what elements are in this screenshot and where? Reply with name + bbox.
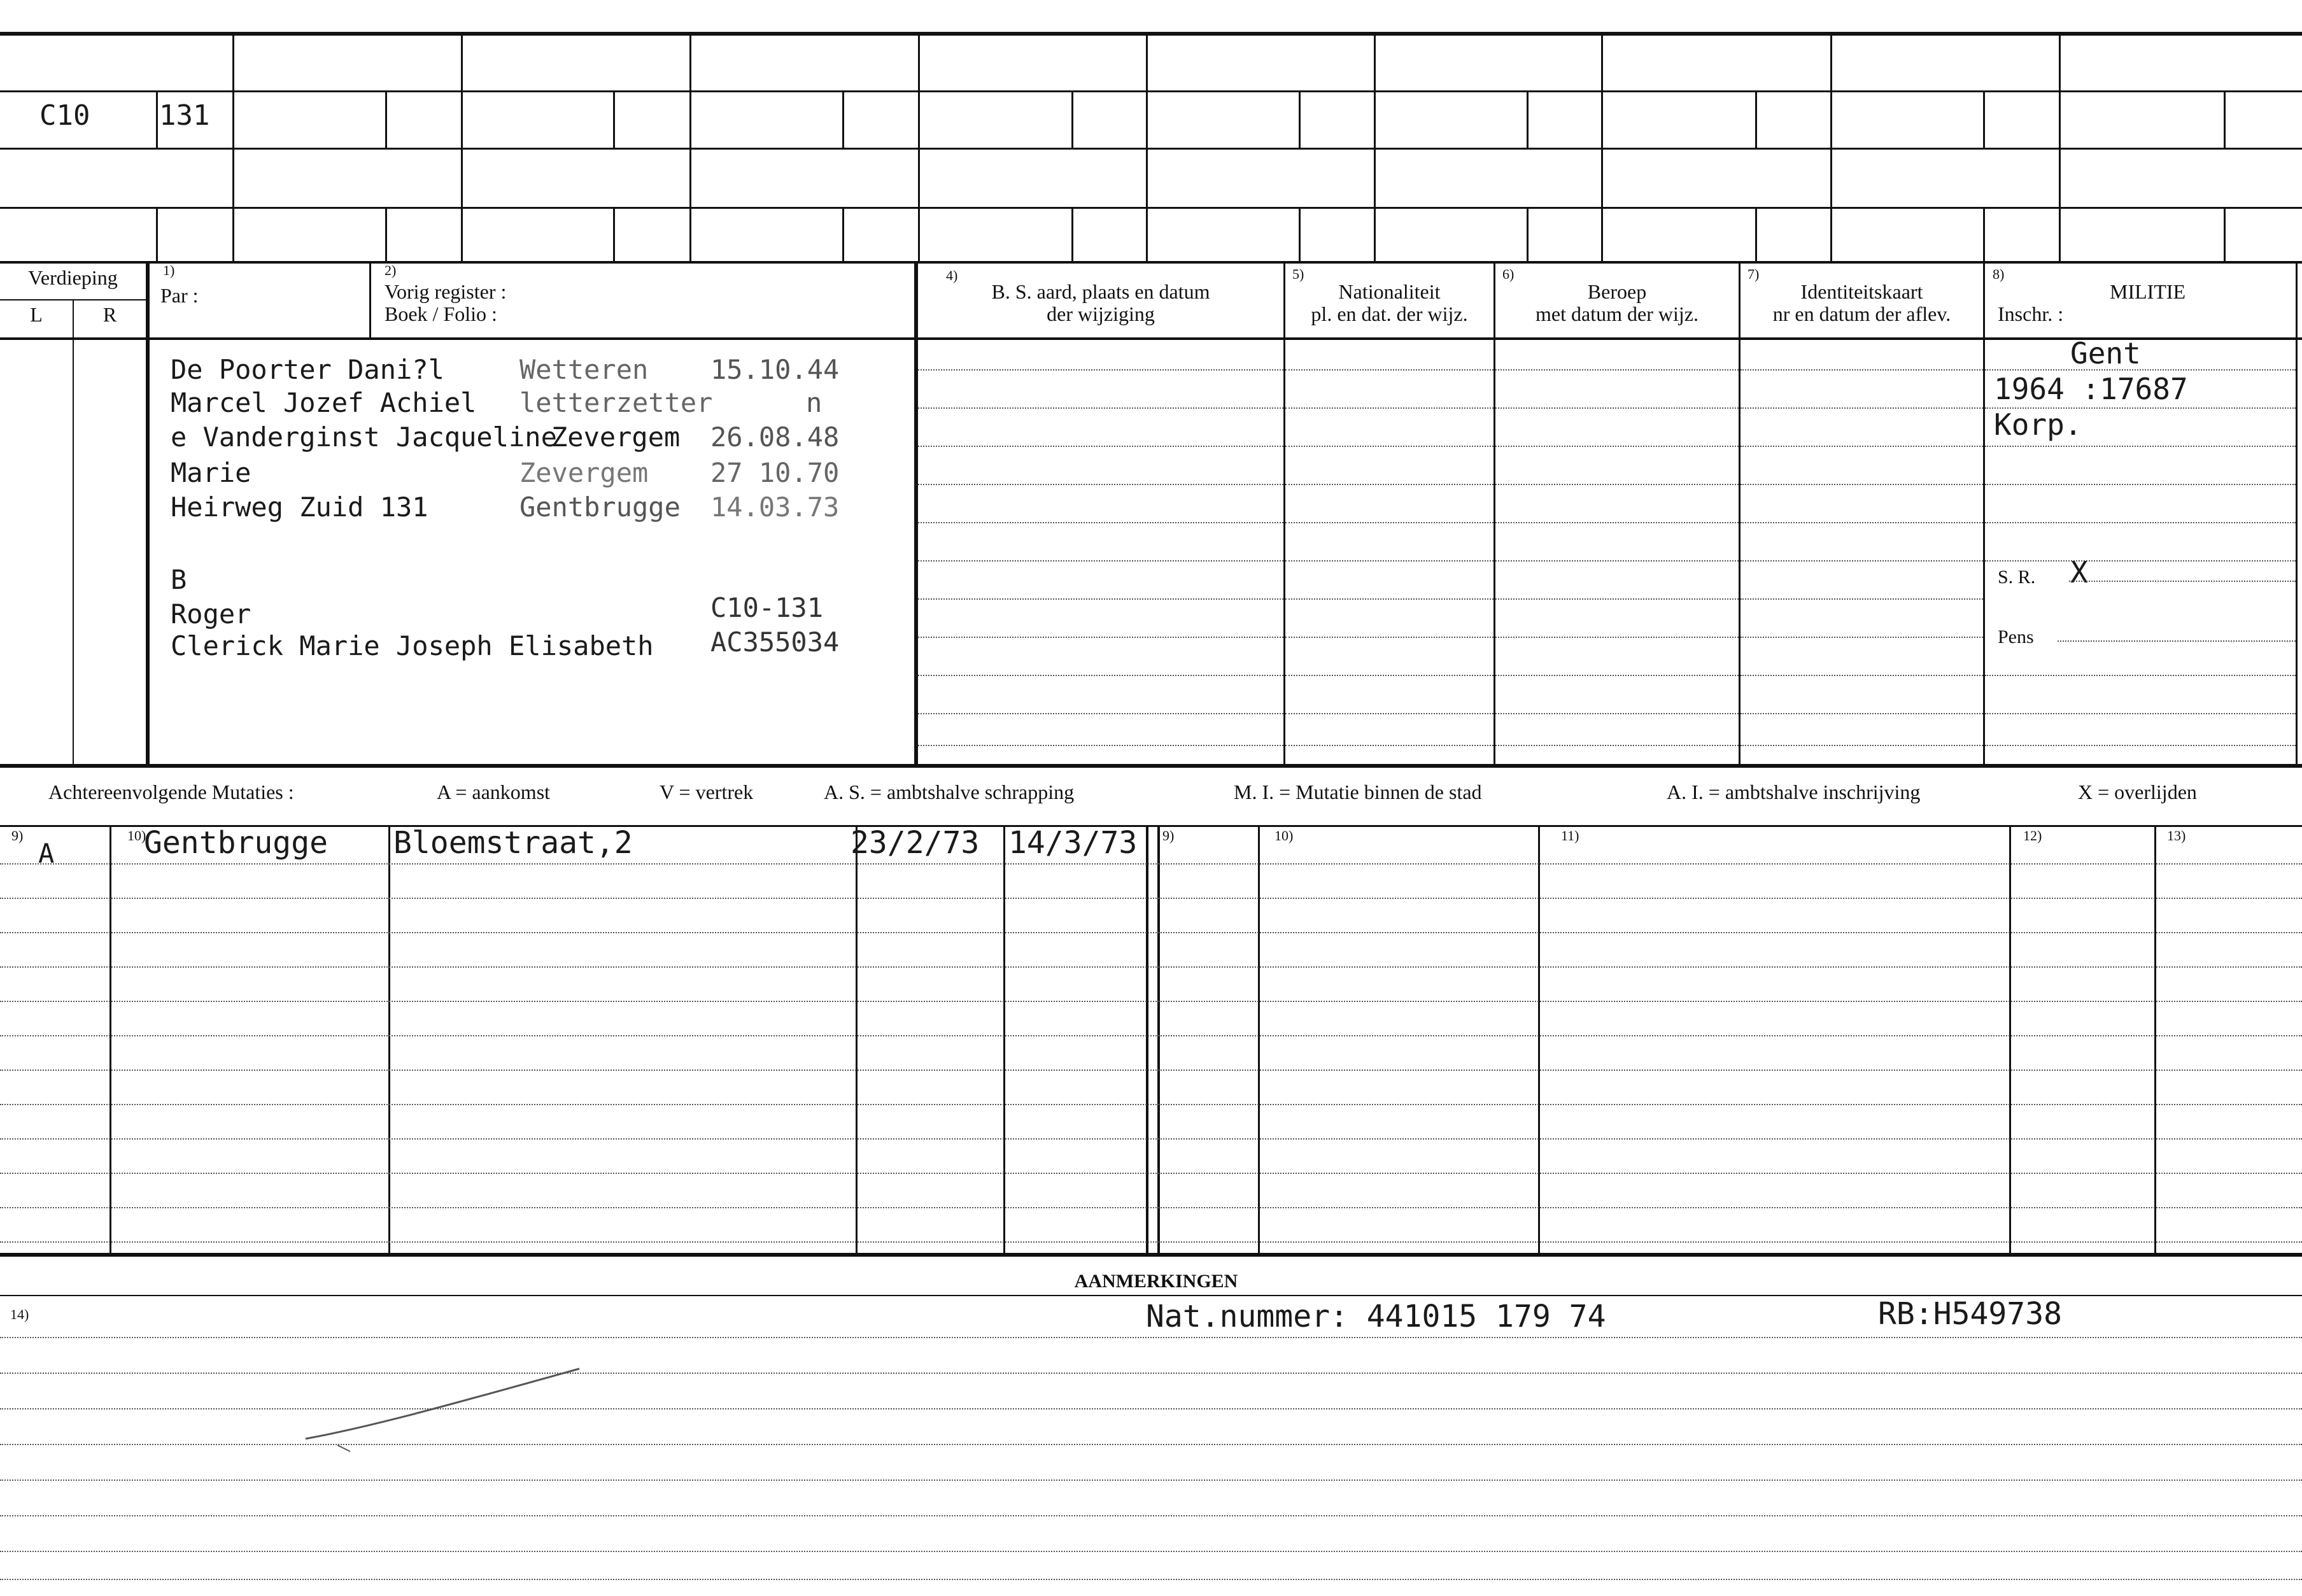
floor-right-label: R xyxy=(102,303,117,326)
mutation-street: Bloemstraat,2 xyxy=(393,825,633,861)
mut-col-12: 12) xyxy=(2023,828,2042,844)
person-line-place: Zevergem xyxy=(519,457,649,488)
mut-col-9-right: 9) xyxy=(1162,828,1175,844)
floor-label: Verdieping xyxy=(28,266,118,289)
mut-col-11: 11) xyxy=(1561,828,1579,844)
legend-item-ai: A. I. = ambtshalve inschrijving xyxy=(1667,780,1921,803)
mutation-place: Gentbrugge xyxy=(144,825,328,861)
militie-sr-label: S. R. xyxy=(1998,567,2036,588)
field-8-number: 8) xyxy=(1993,266,2005,282)
person-line-place: Zevergem xyxy=(551,421,681,453)
militie-sr-line xyxy=(2069,581,2296,582)
person-line-place: Gentbrugge xyxy=(519,491,681,523)
legend-item-x: X = overlijden xyxy=(2078,780,2197,803)
person-line-date: 15.10.44 xyxy=(710,354,840,385)
person-line-date: 14.03.73 xyxy=(710,491,840,523)
mutation-type: A xyxy=(38,838,55,869)
field-6-label-a: Beroep xyxy=(1587,280,1647,303)
pen-mark xyxy=(299,1356,592,1458)
mut-col-10-left: 10) xyxy=(127,828,146,844)
field-4-label-b: der wijziging xyxy=(1047,302,1155,325)
field-5-label-a: Nationaliteit xyxy=(1338,280,1441,303)
nat-nummer: Nat.nummer: 441015 179 74 xyxy=(1146,1299,1606,1334)
legend-item-a: A = aankomst xyxy=(437,780,551,803)
legend-item-as: A. S. = ambtshalve schrapping xyxy=(824,780,1075,803)
field-2-label-b: Boek / Folio : xyxy=(385,302,497,325)
field-5-number: 5) xyxy=(1292,266,1304,282)
field-1-number: 1) xyxy=(163,262,175,278)
partner-line-name: Roger xyxy=(171,598,251,630)
field-6-label-b: met datum der wijz. xyxy=(1536,302,1698,325)
mutation-date-1: 23/2/73 xyxy=(851,825,980,861)
mutation-date-2: 14/3/73 xyxy=(1008,825,1138,861)
person-line-place: letterzetter xyxy=(519,387,713,418)
remarks-title: AANMERKINGEN xyxy=(1074,1271,1238,1292)
mut-col-9-left: 9) xyxy=(11,828,24,844)
code-number: 131 xyxy=(159,99,210,132)
field-7-label-a: Identiteitskaart xyxy=(1800,280,1923,303)
field-8-label-a: MILITIE xyxy=(2110,280,2186,303)
field-4-label-a: B. S. aard, plaats en datum xyxy=(991,280,1210,303)
person-line-date: 27 10.70 xyxy=(710,457,840,488)
field-2-number: 2) xyxy=(385,262,397,278)
rb-number: RB:H549738 xyxy=(1878,1296,2062,1332)
person-line-name: Marcel Jozef Achiel xyxy=(171,387,477,418)
partner-line-fullname: Clerick Marie Joseph Elisabeth xyxy=(171,630,654,661)
field-7-number: 7) xyxy=(1748,266,1760,282)
partner-line-b: B xyxy=(171,564,187,595)
field-4-number: 4) xyxy=(946,267,958,283)
mut-col-10-right: 10) xyxy=(1275,828,1294,844)
field-8-label-b: Inschr. : xyxy=(1998,302,2064,325)
legend-title: Achtereenvolgende Mutaties : xyxy=(48,780,294,803)
militie-city: Gent xyxy=(2070,336,2141,371)
partner-line-ref: C10-131 xyxy=(710,592,824,623)
floor-left-label: L xyxy=(30,303,43,326)
person-line-date: n xyxy=(806,387,823,418)
person-line-date: 26.08.48 xyxy=(710,421,840,453)
remarks-number: 14) xyxy=(10,1306,29,1322)
person-line-name: Marie xyxy=(171,457,251,488)
militie-pens-label: Pens xyxy=(1998,626,2034,647)
code-block: C10 xyxy=(39,99,90,132)
person-line-name: e Vanderginst Jacqueline xyxy=(171,421,557,453)
field-6-number: 6) xyxy=(1502,266,1515,282)
person-line-name: Heirweg Zuid 131 xyxy=(171,491,428,523)
field-2-label-a: Vorig register : xyxy=(385,280,507,303)
field-7-label-b: nr en datum der aflev. xyxy=(1772,302,1951,325)
militie-sr-value: X xyxy=(2070,555,2088,590)
person-line-place: Wetteren xyxy=(519,354,649,385)
militie-corps: Korp. xyxy=(1994,407,2082,442)
person-line-name: De Poorter Dani?l xyxy=(171,354,444,385)
militie-pens-line xyxy=(2058,640,2296,642)
militie-year: 1964 :17687 xyxy=(1994,372,2188,406)
legend-item-mi: M. I. = Mutatie binnen de stad xyxy=(1234,780,1482,803)
mut-col-13: 13) xyxy=(2167,828,2186,844)
field-5-label-b: pl. en dat. der wijz. xyxy=(1311,302,1468,325)
legend-item-v: V = vertrek xyxy=(660,780,754,803)
field-1-label: Par : xyxy=(160,284,199,307)
partner-line-id: AC355034 xyxy=(710,626,840,658)
